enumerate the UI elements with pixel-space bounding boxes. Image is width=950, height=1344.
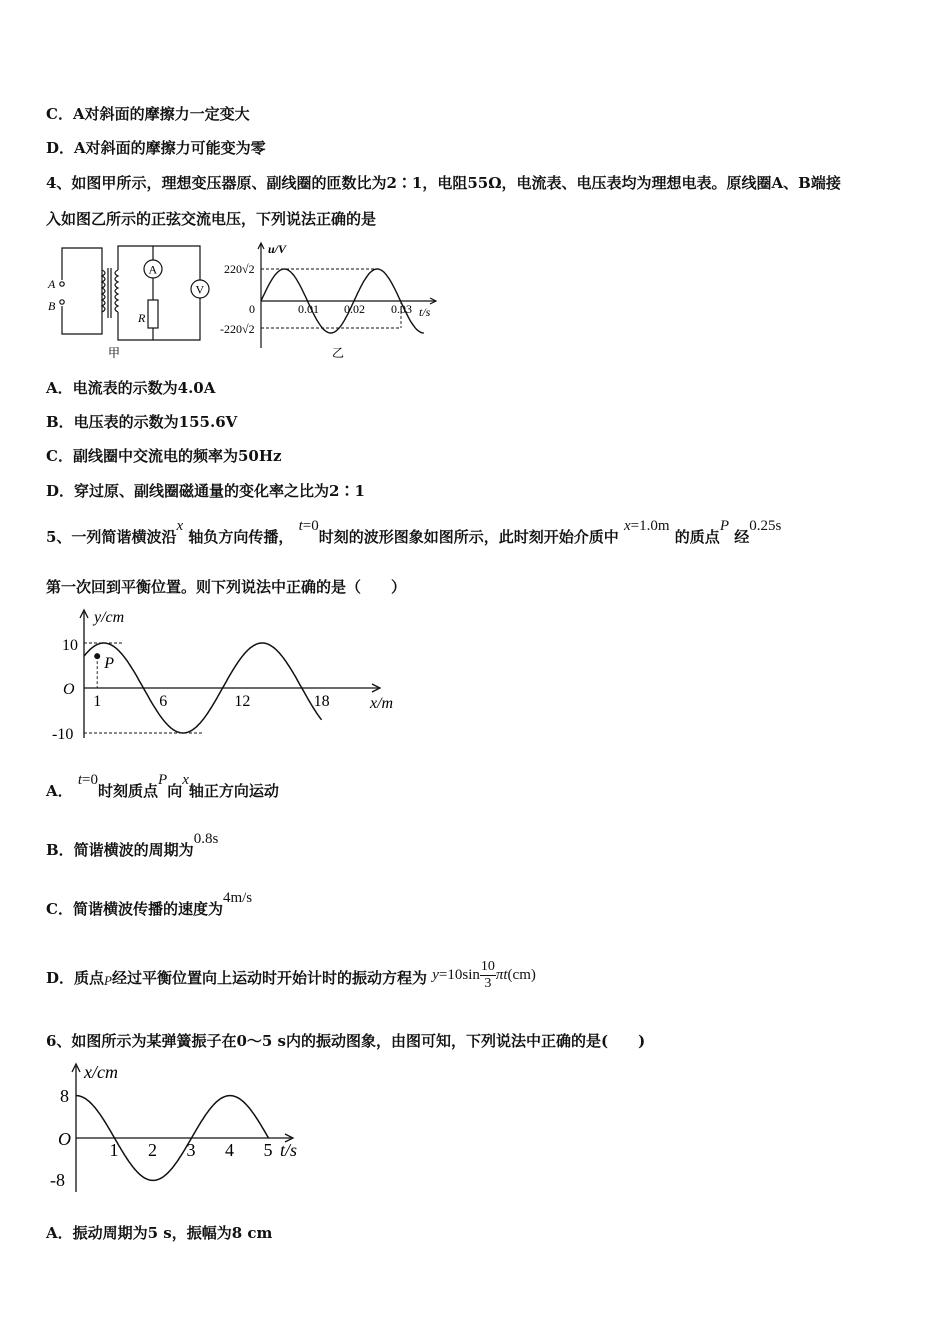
q6-y-axis-label: x/cm <box>84 1062 118 1082</box>
terminal-b-label: B <box>48 299 56 313</box>
q4-figure-yi <box>214 240 444 362</box>
q4-figure-jia <box>44 240 214 362</box>
resistor-label: R <box>138 311 146 325</box>
ammeter-symbol: A <box>148 262 158 277</box>
q6-x-axis-label: t/s <box>280 1140 298 1160</box>
q5-y-tick-minus10: -10 <box>52 726 74 743</box>
q4-option-c: C．副线圈中交流电的频率为50Hz <box>46 447 282 465</box>
q5-option-d: D．质点P经过平衡位置向上运动时开始计时的振动方程为 y=10sin $\frac{10}{3}$ πt(cm) <box>46 959 536 991</box>
q6-x-tick-3: 3 <box>186 1140 196 1160</box>
yi-tick-0.02: 0.02 <box>344 302 365 316</box>
q5-x-tick-12: 12 <box>234 693 251 710</box>
q5-wave-chart <box>48 604 408 744</box>
q4-stem-line2: 入如图乙所示的正弦交流电压，下列说法正确的是 <box>46 210 377 228</box>
q3-option-d: D．A对斜面的摩擦力可能变为零 <box>46 139 266 157</box>
voltmeter-symbol: V <box>195 282 205 297</box>
terminal-a-label: A <box>48 277 56 291</box>
q6-origin-label: O <box>58 1129 71 1149</box>
q5-option-b: B．简谐横波的周期为0.8s <box>46 831 219 859</box>
q5-vibration-equation: y=10sin $\frac{10}{3}$ πt(cm) <box>432 959 536 991</box>
yi-tick-0.01: 0.01 <box>298 302 319 316</box>
q6-option-a: A．振动周期为5 s，振幅为8 cm <box>46 1224 273 1242</box>
q5-x-tick-1: 1 <box>93 693 102 710</box>
q5-var-x: x <box>176 518 184 534</box>
q5-point-p <box>94 653 100 659</box>
q5-stem-line2: 第一次回到平衡位置。则下列说法中正确的是（ ） <box>46 578 407 596</box>
q4-stem-line1: 4、如图甲所示，理想变压器原、副线圈的匝数比为2∶1，电阻55Ω，电流表、电压表均为理想电表。原线圈A、B端接 <box>46 174 841 192</box>
q5-y-axis-label: y/cm <box>94 609 125 626</box>
q4-option-b: B．电压表的示数为155.6V <box>46 413 238 431</box>
q5-stem-line1: 5、一列简谐横波沿x 轴负方向传播， t=0时刻的波形图象如图所示，此时刻开始介质中 x=1.0m 的质点P 经0.25s <box>46 518 782 546</box>
yi-y-bottom-tick: -220√2 <box>220 322 255 336</box>
q5-option-c: C．简谐横波传播的速度为4m/s <box>46 890 253 918</box>
q6-x-tick-2: 2 <box>148 1140 157 1160</box>
yi-y-top-tick: 220√2 <box>224 262 255 276</box>
q6-stem: 6、如图所示为某弹簧振子在0～5 s内的振动图象，由图可知，下列说法中正确的是( ) <box>46 1032 646 1050</box>
q6-oscillation-chart <box>46 1060 316 1200</box>
yi-y-axis-label: u/V <box>268 242 287 256</box>
q5-x-axis-label: x/m <box>370 695 394 712</box>
q5-x-tick-6: 6 <box>159 693 168 710</box>
yi-origin: 0 <box>249 302 255 316</box>
q5-origin-label: O <box>63 681 75 698</box>
q6-x-tick-4: 4 <box>225 1140 234 1160</box>
q6-x-tick-5: 5 <box>263 1140 273 1160</box>
q4-option-d: D．穿过原、副线圈磁通量的变化率之比为2∶1 <box>46 482 365 500</box>
yi-tick-0.03: 0.03 <box>391 302 412 316</box>
figure-jia-caption: 甲 <box>108 346 121 360</box>
q5-option-c-value: 4m/s <box>222 890 253 906</box>
q4-option-a: A．电流表的示数为4.0A <box>46 379 216 397</box>
q6-y-tick-8: 8 <box>60 1086 69 1106</box>
q6-y-tick-minus8: -8 <box>50 1170 65 1190</box>
q5-option-a: A． t=0时刻质点P向x轴正方向运动 <box>46 772 279 800</box>
figure-yi-caption: 乙 <box>332 346 345 360</box>
q5-point-p-label: P <box>104 655 114 673</box>
q5-option-b-value: 0.8s <box>193 831 219 847</box>
yi-x-axis-label: t/s <box>419 305 431 319</box>
q5-x-tick-18: 18 <box>313 693 330 710</box>
q6-x-tick-1: 1 <box>109 1140 119 1160</box>
q3-option-c: C．A对斜面的摩擦力一定变大 <box>46 105 250 123</box>
q5-y-tick-10: 10 <box>62 637 78 654</box>
q5-time-value: 0.25s <box>749 518 782 534</box>
